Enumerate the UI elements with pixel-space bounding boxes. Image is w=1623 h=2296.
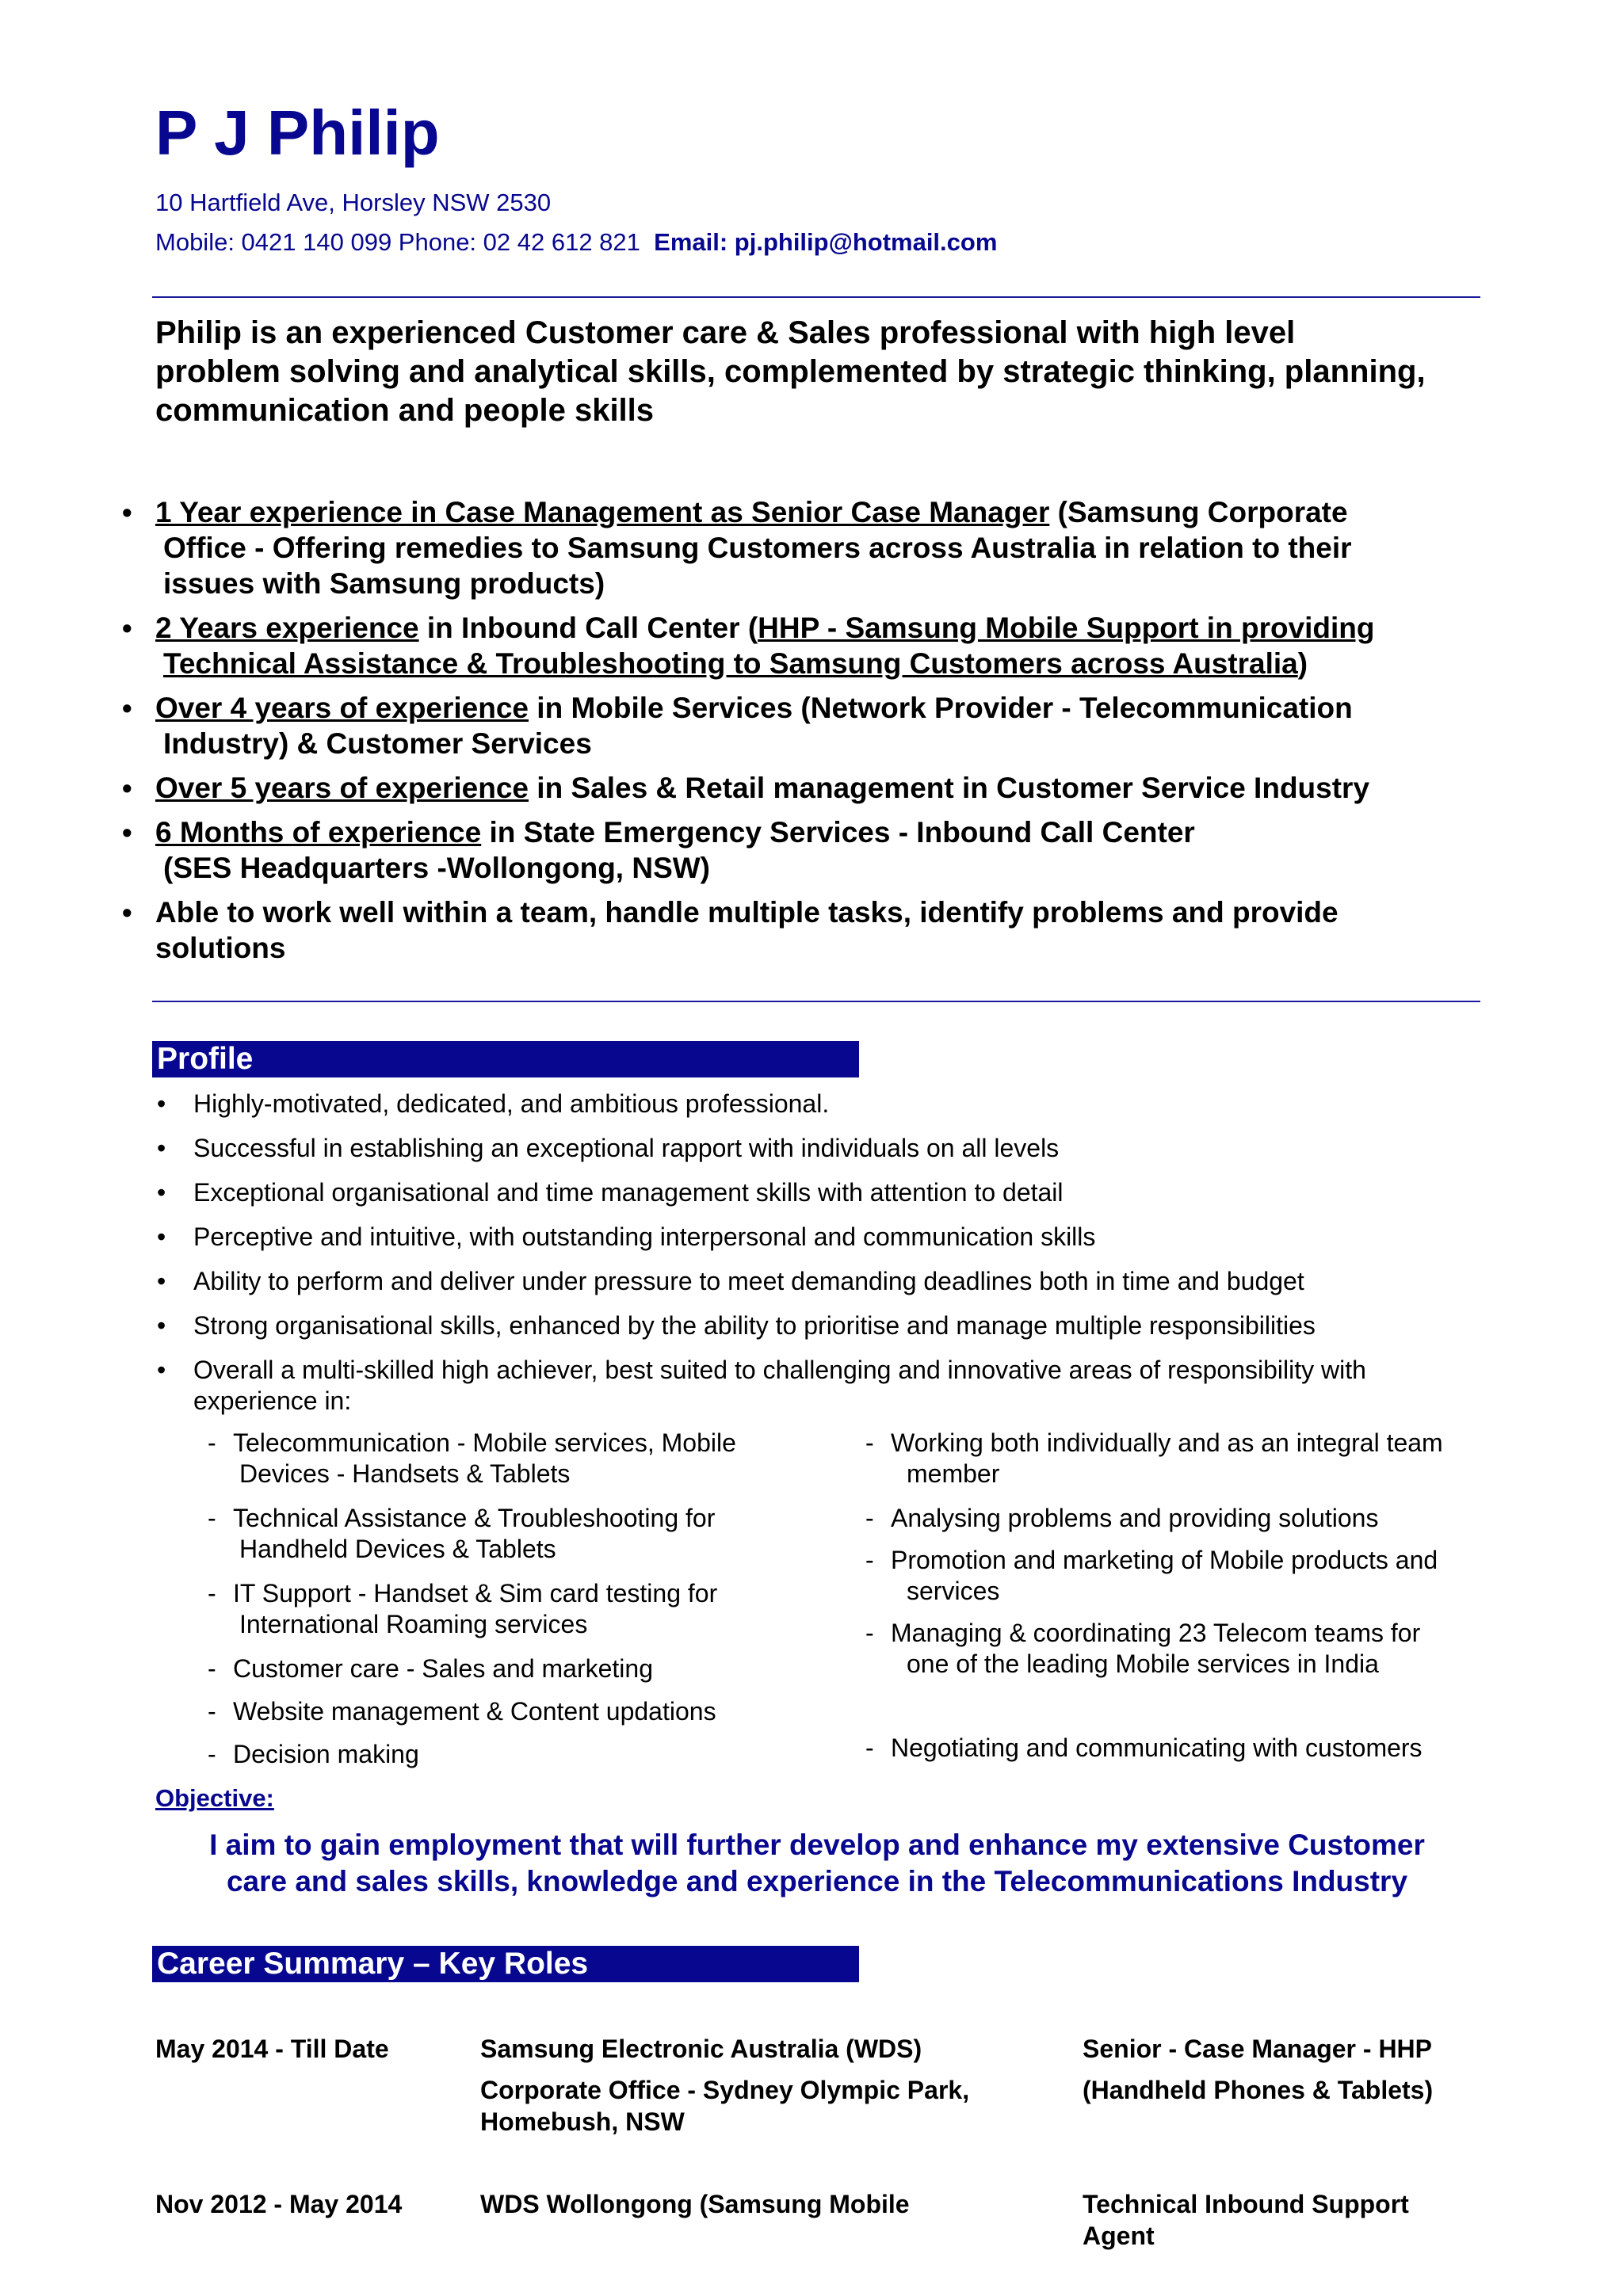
experience-area-item [865, 1618, 1499, 1680]
experience-text: in Sales & Retail management in Customer Service Industry [529, 772, 1370, 804]
profile-item: • Highly-motivated, dedicated, and ambitious professional. [193, 1089, 1493, 1119]
experience-area-item [208, 1739, 826, 1770]
experience-area-text: Telecommunication - Mobile services, Mobile [233, 1428, 736, 1457]
objective-line: I aim to gain employment that will further develop and enhance my extensive Customer [209, 1829, 1425, 1861]
role-organisation [480, 2033, 969, 2138]
experience-text: in Inbound Call Center ( [418, 612, 758, 644]
experience-areas-right [865, 1428, 1499, 1693]
summary-line: communication and people skills [155, 393, 655, 428]
address: 10 Hartfield Ave, Horsley NSW 2530 [155, 189, 552, 216]
key-experience-item [155, 690, 1495, 761]
experience-area-text: Handheld Devices & Tablets [239, 1535, 556, 1563]
experience-text: issues with Samsung products) [163, 567, 605, 600]
email-address[interactable]: Email: pj.philip@hotmail.com [654, 228, 998, 256]
experience-area-item [865, 1733, 1499, 1764]
experience-area-item [865, 1545, 1499, 1607]
experience-text: in Mobile Services (Network Provider - Telecommunication [529, 692, 1353, 724]
experience-text: in State Emergency Services - Inbound Call Center [481, 816, 1195, 849]
experience-highlight: Technical Assistance & Troubleshooting to Samsung Customers across Australia [163, 647, 1298, 680]
role-organisation: WDS Wollongong (Samsung Mobile [480, 2190, 910, 2218]
experience-area-item [208, 1696, 826, 1727]
experience-area-text: Negotiating and communicating with customers [891, 1733, 1423, 1762]
objective-line: care and sales skills, knowledge and experience in the Telecommunications Industry [226, 1865, 1408, 1897]
career-summary-heading: Career Summary – Key Roles [152, 1946, 859, 1982]
experience-text [155, 646, 1495, 681]
experience-text: (SES Headquarters -Wollongong, NSW) [163, 852, 710, 884]
profile-item: • Ability to perform and deliver under pressure to meet demanding deadlines both in time and budget [193, 1266, 1493, 1297]
experience-area-text: Technical Assistance & Troubleshooting for [233, 1504, 716, 1532]
experience-highlight: Over 5 years of experience [155, 772, 529, 804]
key-experience-item [155, 770, 1495, 806]
experience-areas-right-last [865, 1733, 1499, 1777]
role-title-line: Senior - Case Manager - HHP [1083, 2035, 1432, 2063]
candidate-name: P J Philip [155, 97, 440, 168]
profile-item-text: experience in: [193, 1386, 352, 1415]
experience-area-text: Analysing problems and providing solutions [891, 1504, 1379, 1532]
experience-area-item [208, 1653, 826, 1684]
profile-list [193, 1089, 1493, 1430]
key-experience-item [155, 894, 1495, 966]
experience-text: Industry) & Customer Services [163, 727, 592, 760]
section-divider [152, 1001, 1480, 1002]
experience-area-text: member [907, 1459, 1000, 1488]
organisation-line: Corporate Office - Sydney Olympic Park, [480, 2076, 970, 2104]
objective-label: Objective: [155, 1784, 274, 1812]
experience-area-text: Devices - Handsets & Tablets [239, 1459, 571, 1488]
professional-summary [155, 314, 1480, 430]
experience-text: ) [1297, 647, 1308, 680]
experience-area-text: Decision making [233, 1740, 419, 1768]
objective-statement [155, 1827, 1479, 1900]
summary-line: Philip is an experienced Customer care & Sales professional with high level [155, 315, 1296, 350]
experience-highlight: 6 Months of experience [155, 816, 482, 849]
profile-item [193, 1355, 1493, 1417]
header-divider [152, 296, 1480, 298]
contact-line [155, 228, 997, 257]
experience-area-text: Managing & coordinating 23 Telecom teams for [891, 1619, 1421, 1647]
experience-area-item [208, 1428, 826, 1489]
experience-area-text: IT Support - Handset & Sim card testing for [233, 1579, 718, 1608]
profile-heading: Profile [152, 1041, 859, 1077]
role-date: May 2014 - Till Date [155, 2035, 389, 2063]
experience-area-text: Promotion and marketing of Mobile products and [891, 1546, 1438, 1574]
profile-item-text: Overall a multi-skilled high achiever, best suited to challenging and innovative areas of responsibility with [193, 1356, 1366, 1384]
experience-area-item [865, 1503, 1499, 1534]
key-experience-item [155, 610, 1495, 681]
experience-area-text: International Roaming services [239, 1610, 588, 1638]
experience-area-item [865, 1428, 1499, 1489]
organisation-line: Homebush, NSW [480, 2107, 685, 2136]
experience-text: solutions [155, 932, 286, 964]
phone-numbers: Mobile: 0421 140 099 Phone: 02 42 612 821 [155, 228, 640, 256]
experience-highlight: 1 Year experience in Case Management as Senior Case Manager [155, 496, 1050, 528]
experience-highlight: HHP - Samsung Mobile Support in providing [758, 612, 1375, 644]
experience-highlight: 2 Years experience [155, 612, 419, 644]
experience-highlight: Over 4 years of experience [155, 692, 529, 724]
role-title: Technical Inbound Support Agent [1083, 2190, 1409, 2250]
experience-area-item [208, 1578, 826, 1640]
key-experience-list [155, 494, 1495, 974]
key-experience-item [155, 494, 1495, 601]
experience-area-text: Website management & Content updations [233, 1697, 716, 1726]
experience-area-text: Customer care - Sales and marketing [233, 1654, 653, 1683]
experience-area-text: Working both individually and as an integral team [891, 1428, 1443, 1457]
profile-item: • Strong organisational skills, enhanced by the ability to prioritise and manage multiple responsibilities [193, 1310, 1493, 1341]
summary-line: problem solving and analytical skills, complemented by strategic thinking, planning, [155, 354, 1426, 389]
profile-item: • Successful in establishing an exceptional rapport with individuals on all levels [193, 1133, 1493, 1164]
profile-item: • Perceptive and intuitive, with outstanding interpersonal and communication skills [193, 1222, 1493, 1253]
experience-areas-left [208, 1428, 826, 1783]
role-date: Nov 2012 - May 2014 [155, 2190, 403, 2218]
profile-item: • Exceptional organisational and time management skills with attention to detail [193, 1177, 1493, 1208]
experience-text: Able to work well within a team, handle multiple tasks, identify problems and provide [155, 896, 1338, 929]
experience-text: Office - Offering remedies to Samsung Customers across Australia in relation to their [163, 532, 1352, 564]
experience-area-text: services [907, 1577, 1000, 1605]
experience-text: (Samsung Corporate [1049, 496, 1348, 528]
role-title [1083, 2033, 1433, 2106]
experience-area-text: one of the leading Mobile services in India [907, 1650, 1379, 1678]
experience-area-item [208, 1503, 826, 1565]
role-title-line: (Handheld Phones & Tablets) [1083, 2076, 1434, 2104]
organisation-line: Samsung Electronic Australia (WDS) [480, 2035, 922, 2063]
key-experience-item [155, 814, 1495, 886]
